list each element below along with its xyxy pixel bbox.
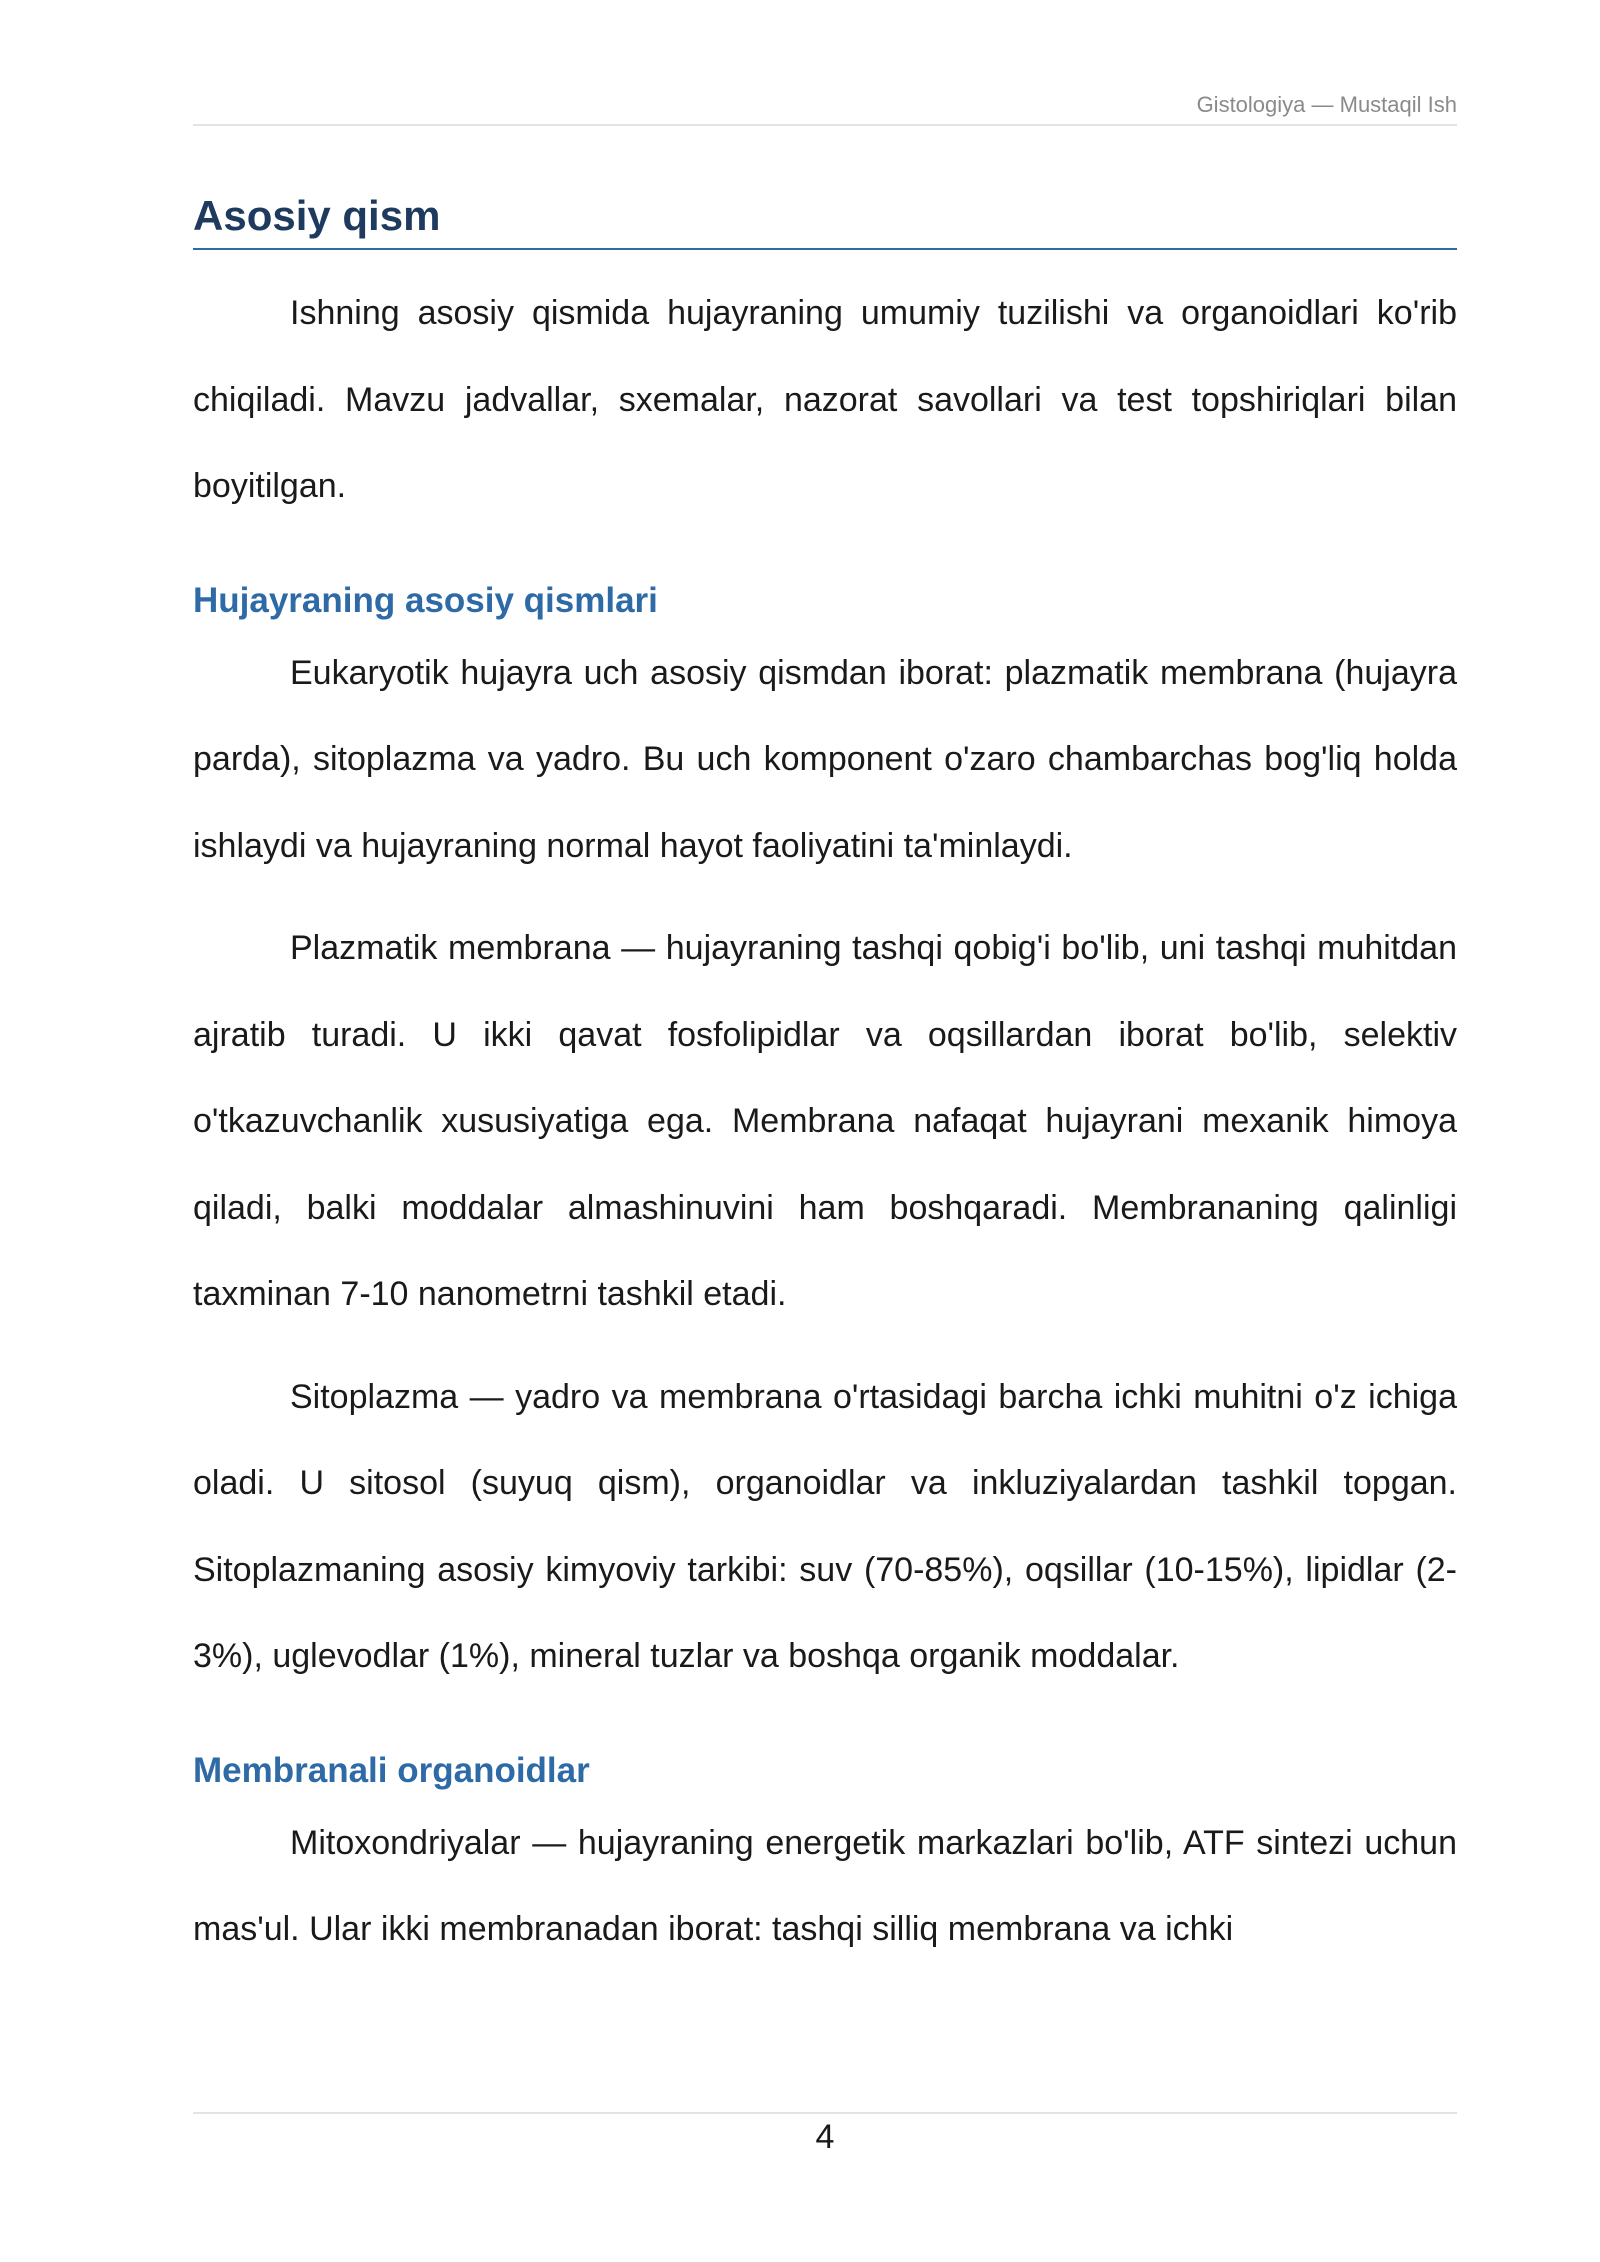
section-title: Asosiy qism	[193, 188, 1457, 250]
paragraph-mitochondria: Mitoxondriyalar — hujayraning energetik markazlari bo'lib, ATF sintezi uchun mas'ul. Ular ikki membranadan iborat: tashqi silliq membrana va ichki	[193, 1823, 1457, 1948]
intro-paragraph: Ishning asosiy qismida hujayraning umumiy tuzilishi va organoidlari ko'rib chiqiladi. Mavzu jadvallar, sxemalar, nazorat savollari va test topshiriqlari bilan boyitilgan.	[193, 294, 1457, 505]
document-page	[193, 0, 1457, 2262]
page-number: 4	[815, 2118, 835, 2156]
footer-divider	[193, 2112, 1457, 2114]
header-divider	[193, 124, 1457, 126]
section-content	[193, 270, 1457, 1973]
paragraph-plasma-membrane: Plazmatik membrana — hujayraning tashqi qobig'i bo'lib, uni tashqi muhitdan ajratib turadi. U ikki qavat fosfolipidlar va oqsillardan iborat bo'lib, selektiv o'tkazuvchanlik xususiyatiga ega. Membrana nafaqat hujayrani mexanik himoya qiladi, balki moddalar almashinuvini ham boshqaradi. Membrananing qalinligi taxminan 7-10 nanometrni tashkil etadi.	[193, 929, 1457, 1313]
running-header: Gistologiya — Mustaqil Ish	[1196, 92, 1457, 117]
paragraph-cell-parts: Eukaryotik hujayra uch asosiy qismdan iborat: plazmatik membrana (hujayra parda), sitoplazma va yadro. Bu uch komponent o'zaro chambarchas bog'liq holda ishlaydi va hujayraning normal hayot faoliyatini ta'minlaydi.	[193, 653, 1457, 865]
paragraph-cytoplasm: Sitoplazma — yadro va membrana o'rtasidagi barcha ichki muhitni o'z ichiga oladi. U sitosol (suyuq qism), organoidlar va inkluziyalardan tashkil topgan. Sitoplazmaning asosiy kimyoviy tarkibi: suv (70-85%), oqsillar (10-15%), lipidlar (2-3%), uglevodlar (1%), mineral tuzlar va boshqa organik moddalar.	[193, 1377, 1457, 1675]
subheading-membrane-organelles: Membranali organoidlar	[193, 1750, 590, 1790]
subheading-cell-parts: Hujayraning asosiy qismlari	[193, 580, 658, 620]
